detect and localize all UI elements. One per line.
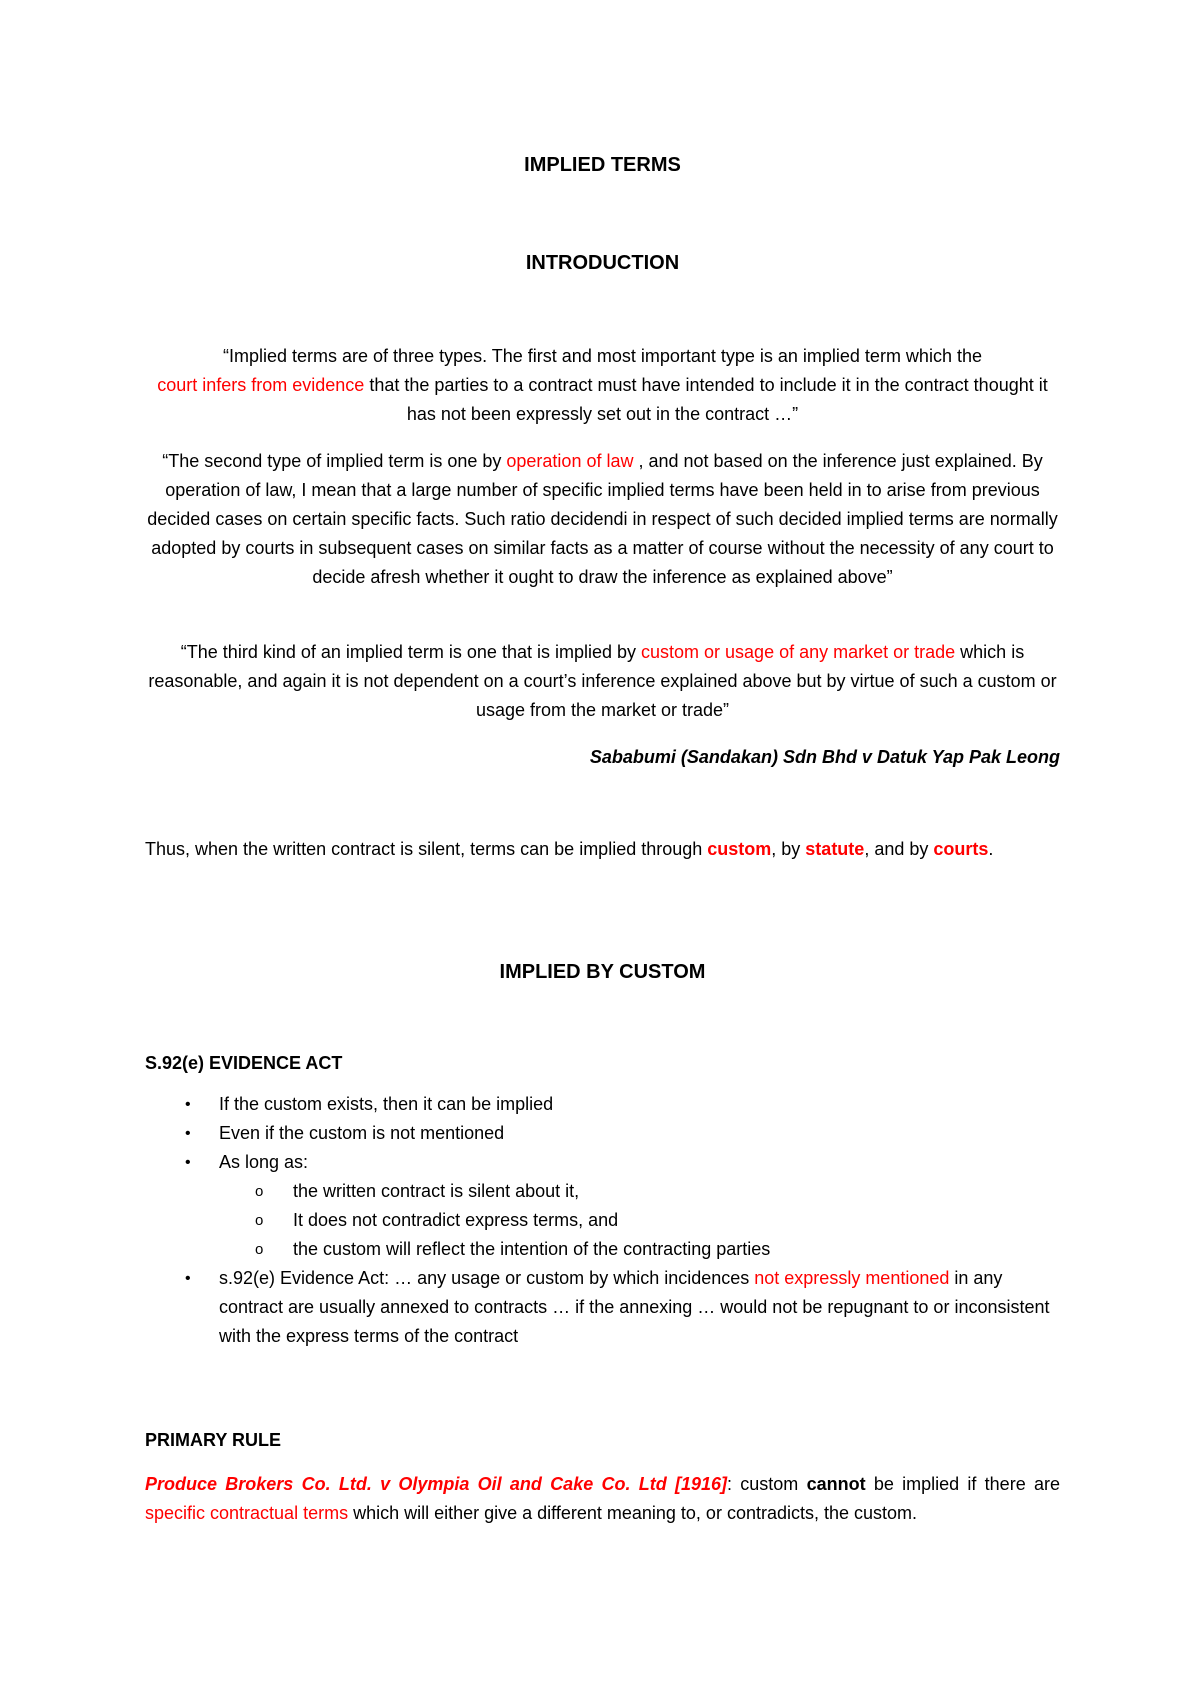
list-item — [145, 1264, 1060, 1351]
list-item — [145, 1148, 1060, 1264]
document-title: IMPLIED TERMS — [524, 154, 681, 176]
primary-rule-heading: PRIMARY RULE — [145, 1430, 282, 1450]
quote-first-type — [145, 342, 1060, 429]
implied-by-custom-heading: IMPLIED BY CUSTOM — [499, 961, 706, 983]
bullet-icon: • — [185, 1125, 191, 1142]
quote2-highlight: operation of law — [506, 451, 634, 471]
quote2-text-b: , and not based on the inference just explained. By operation of law, I mean that a large number of specific implied terms have been held in to arise from previous decided cases on certain specific facts. Such ratio decidendi in respect of such decided implied terms are normally adopted by courts in subsequent cases on similar facts as a matter of course without the necessity of any court to decide afresh whether it ought to draw the inference as explained above” — [147, 451, 1058, 587]
case-name: Produce Brokers Co. Ltd. v Olympia Oil and Cake Co. Ltd [1916] — [145, 1474, 728, 1494]
quote3-highlight: custom or usage of any market or trade — [641, 642, 956, 662]
thus-text-c: , and by — [864, 839, 934, 859]
quote1-text-b: that the parties to a contract must have intended to include it in the contract thought it has not been expressly set out in the contract …” — [364, 375, 1048, 424]
bullet-highlight: not expressly mentioned — [754, 1268, 950, 1288]
bullet-text: If the custom exists, then it can be implied — [219, 1094, 554, 1114]
sub-bullet-text: It does not contradict express terms, and — [293, 1210, 619, 1230]
circle-bullet-icon: o — [255, 1241, 264, 1258]
rule-text-b: be implied if there are — [865, 1474, 1060, 1494]
rule-emphasis: cannot — [806, 1474, 866, 1494]
thus-text-b: , by — [771, 839, 806, 859]
sub-list-item — [219, 1206, 1060, 1235]
thus-paragraph — [145, 835, 1060, 864]
quote3-text-b: which is reasonable, and again it is not dependent on a court’s inference explained above but by virtue of such a custom or usage from the market or trade” — [148, 642, 1057, 720]
quote-third-type — [145, 638, 1060, 725]
bullet-icon: • — [185, 1096, 191, 1113]
rule-text-a: : custom — [727, 1474, 807, 1494]
thus-text-d: . — [988, 839, 994, 859]
section-heading: S.92(e) EVIDENCE ACT — [145, 1053, 343, 1073]
primary-rule-paragraph — [145, 1470, 1060, 1528]
bullet-text: Even if the custom is not mentioned — [219, 1123, 505, 1143]
sub-list-item — [219, 1235, 1060, 1264]
bullet-text: As long as: — [219, 1152, 309, 1172]
thus-text-a: Thus, when the written contract is silent, terms can be implied through — [145, 839, 708, 859]
list-item — [145, 1090, 1060, 1119]
rule-text-c: which will either give a different meaning to, or contradicts, the custom. — [348, 1503, 918, 1523]
list-item — [145, 1119, 1060, 1148]
quote-second-type — [145, 447, 1060, 592]
rule-highlight: specific contractual terms — [145, 1503, 349, 1523]
bullet-text-a: s.92(e) Evidence Act: … any usage or custom by which incidences — [219, 1268, 755, 1288]
sub-list-item — [219, 1177, 1060, 1206]
thus-courts: courts — [933, 839, 989, 859]
thus-statute: statute — [805, 839, 865, 859]
circle-bullet-icon: o — [255, 1212, 264, 1229]
bullet-icon: • — [185, 1270, 191, 1287]
case-citation: Sababumi (Sandakan) Sdn Bhd v Datuk Yap Pak Leong — [589, 747, 1060, 767]
sub-bullet-text: the written contract is silent about it, — [293, 1181, 580, 1201]
bullet-text-b: in any contract are usually annexed to contracts … if the annexing … would not be repugnant to or inconsistent with the express terms of the contract — [219, 1268, 1050, 1346]
thus-custom: custom — [707, 839, 772, 859]
quote2-text-a: “The second type of implied term is one by — [162, 451, 507, 471]
bullet-icon: • — [185, 1154, 191, 1171]
quote1-text-a: “Implied terms are of three types. The first and most important type is an implied term which the — [223, 346, 982, 366]
quote3-text-a: “The third kind of an implied term is one that is implied by — [180, 642, 642, 662]
sub-bullet-text: the custom will reflect the intention of the contracting parties — [293, 1239, 771, 1259]
introduction-heading: INTRODUCTION — [525, 252, 680, 274]
sub-list — [219, 1177, 1060, 1264]
quote1-highlight: court infers from evidence — [157, 375, 365, 395]
circle-bullet-icon: o — [255, 1183, 264, 1200]
bullet-list — [145, 1090, 1060, 1351]
